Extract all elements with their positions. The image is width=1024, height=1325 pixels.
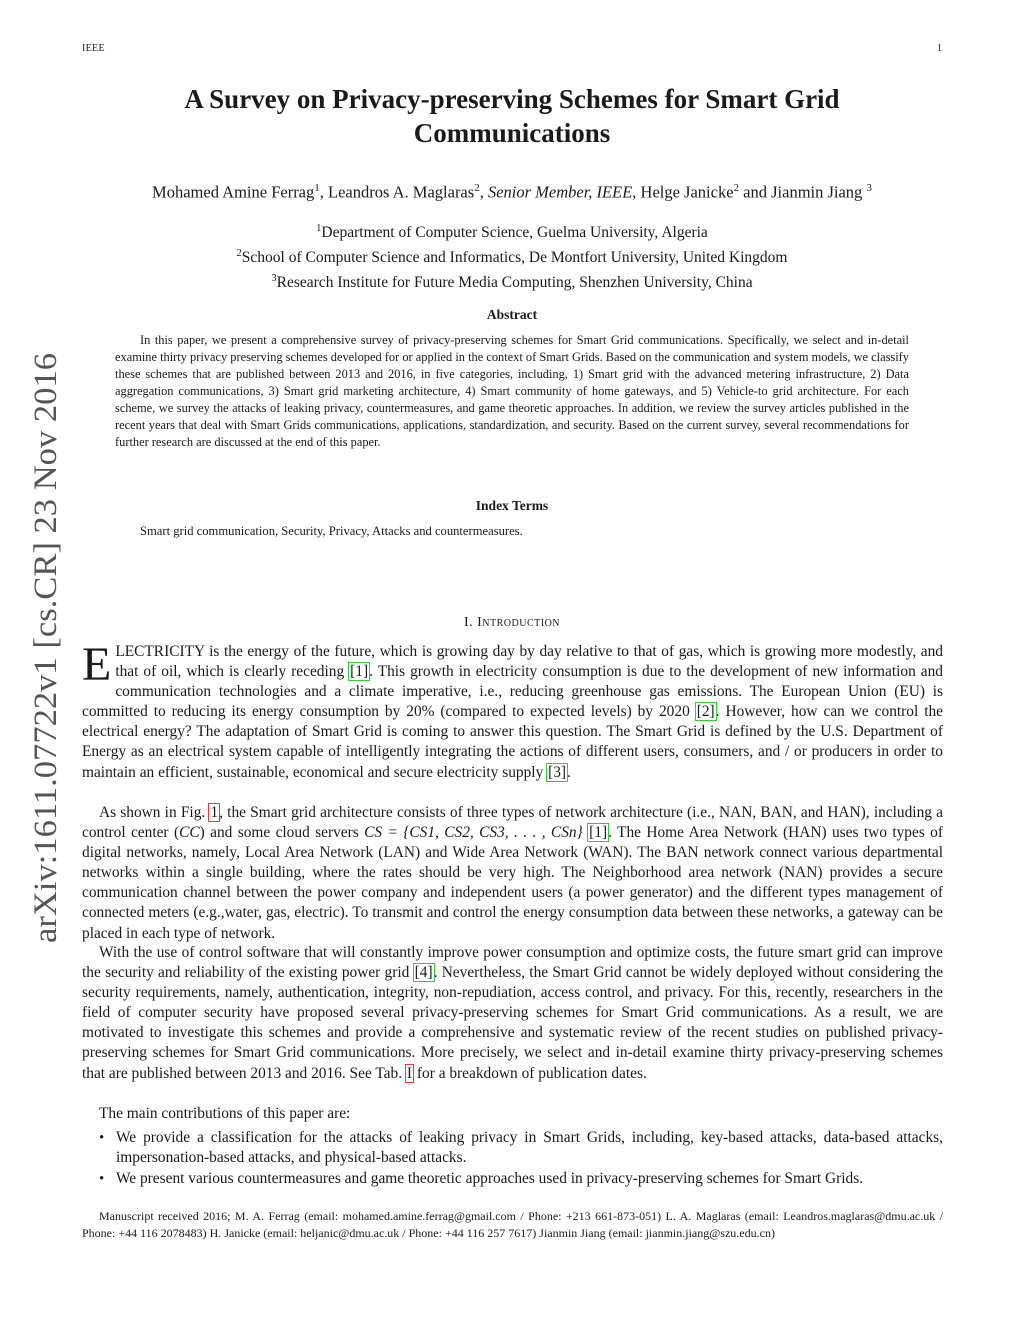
index-terms-heading: Index Terms: [475, 498, 549, 513]
list-item: • We present various countermeasures and game theoretic approaches used in privacy-preserving schemes for Smart Grids.: [82, 1169, 943, 1189]
author-name: Helge Janicke: [640, 182, 734, 202]
math-inline: CC: [179, 824, 200, 842]
citation-link[interactable]: [1]: [350, 663, 369, 681]
author-line: Mohamed Amine Ferrag$^1$, Leandros A. Maglaras$^2$, Senior Member, IEEE, Helge Janicke$^2$ and Jianmin Jiang $^3$: [152, 182, 872, 202]
author-affiliation-mark: 2: [733, 182, 740, 194]
citation-link[interactable]: [3]: [548, 763, 567, 781]
section-numeral: I.: [463, 615, 474, 630]
math-inline: CS = {CS1, CS2, CS3, . . . , CSn}: [364, 824, 583, 842]
intro-paragraph-2: As shown in Fig. 1, the Smart grid architecture consists of three types of network architecture (i.e., NAN, BAN, and HAN), including a control center (CC) and some cloud servers CS = {CS1, CS2, CS3, . . . , CSn} [1]. The Home Area Network (HAN) uses two types of digital networks, namely, Local Area Network (LAN) and Wide Area Network (WAN). The BAN network connect various departmental networks within a single building, where the rates should be very high. The Neighborhood area network (NAN) provides a secure communication channel between the power company and independent users (a power generator) and the different types management of connected meters (e.g.,water, gas, electric). To transmit and control the energy consumption data between these networks, a gateway can be placed in each type of network.: [82, 804, 944, 942]
affiliation-line: $^1$Department of Computer Science, Guelma University, Algeria: [316, 223, 708, 242]
abstract-heading: Abstract: [486, 307, 538, 322]
author-conjunction: and: [743, 182, 767, 202]
drop-cap: E: [82, 638, 112, 691]
affiliation-line: $^2$School of Computer Science and Informatics, De Montfort University, United Kingdom: [236, 248, 788, 267]
arxiv-stamp: [20, 348, 68, 943]
citation-link[interactable]: [2]: [696, 703, 715, 721]
table-reference-link[interactable]: I: [406, 1064, 413, 1082]
author-name: Jianmin Jiang: [771, 182, 863, 202]
index-terms-text: Smart grid communication, Security, Privacy, Attacks and countermeasures.: [140, 524, 523, 538]
arxiv-stamp-text: arXiv:1611.07722v1 [cs.CR] 23 Nov 2016: [28, 379, 64, 943]
paper-title: A Survey on Privacy-preserving Schemes for Smart Grid Communications: [184, 84, 840, 148]
section-heading: [112, 615, 912, 631]
intro-paragraph-3: With the use of control software that will constantly improve power consumption and optimize costs, the future smart grid can improve the security and reliability of the existing power grid [4]. Nevertheless, the Smart Grid cannot be widely deployed without considering the security requirements, namely, authentication, integrity, non-repudiation, access control, and privacy. For this, recently, researchers in the field of computer security have proposed several privacy-preserving schemes for Smart Grid communications. As a result, we are motivated to investigate this schemes and provide a comprehensive and systematic review of the recent studies on published privacy-preserving schemes for Smart Grid communications. More precisely, we select and in-detail examine thirty privacy-preserving schemes that are published between 2013 and 2016. See Tab. I for a breakdown of publication dates.: [82, 944, 943, 1082]
author-affiliation-mark: 3: [866, 182, 872, 194]
affiliations: [112, 218, 912, 293]
contributions-list: [82, 1128, 943, 1190]
intro-paragraph-4: The main contributions of this paper are:: [99, 1105, 351, 1122]
figure-reference-link[interactable]: 1: [210, 804, 219, 821]
intro-paragraph-1: ELECTRICITY is the energy of the future, which is growing day by day relative to that of gas, which is growing more modestly, and that of oil, which is clearly receding [1]. This growth in electricity consumption is due to the development of new information and communication technologies and a climate imperative, i.e., reducing greenhouse gas emissions. The European Union (EU) is committed to reducing its energy consumption by 20% (compared to expected levels) by 2020 [2]. However, how can we control the electrical energy? The adaptation of Smart Grid is coming to answer this question. The Smart Grid is defined by the U.S. Department of Energy as an electrical system capable of intelligently integrating the actions of different users, consumers, and / or producers in order to maintain an efficient, sustainable, economical and secure electricity supply [3].: [82, 638, 944, 781]
author-affiliation-mark: 1: [314, 182, 320, 194]
author-name: Leandros A. Maglaras: [328, 182, 475, 202]
bullet-icon: •: [99, 1171, 105, 1188]
author-role: Senior Member, IEEE: [487, 182, 633, 202]
affiliation-line: $^3$Research Institute for Future Media Computing, Shenzhen University, China: [271, 273, 753, 292]
bullet-icon: •: [99, 1130, 105, 1146]
section-title: Introduction: [477, 615, 561, 630]
abstract-text: In this paper, we present a comprehensive survey of privacy-preserving schemes for Smart Grid communications. Specifically, we select and in-detail examine thirty privacy preserving schemes developed for or applied in the context of Smart Grids. Based on the communication and system models, we classify these schemes that are published between 2013 and 2016, in five categories, including, 1) Smart grid with the advanced metering infrastructure, 2) Data aggregation communications, 3) Smart grid marketing architecture, 4) Smart community of home gateways, and 5) Vehicle-to grid architecture. For each scheme, we survey the attacks of leaking privacy, countermeasures, and game theoretic approaches. In addition, we review the survey articles published in the recent years that deal with Smart Grids communications, applications, standardization, and security. Based on the current survey, several recommendations for further research are discussed at the end of this paper.: [115, 333, 909, 449]
page-number: 1: [937, 43, 942, 54]
running-head: IEEE: [82, 43, 105, 54]
author-affiliation-mark: 2: [474, 182, 480, 194]
list-item: • We provide a classification for the attacks of leaking privacy in Smart Grids, including, key-based attacks, data-based attacks, impersonation-based attacks, and physical-based attacks.: [99, 1129, 943, 1167]
author-name: Mohamed Amine Ferrag: [152, 182, 315, 202]
citation-link[interactable]: [4]: [414, 964, 433, 982]
citation-link[interactable]: [1]: [589, 824, 608, 842]
manuscript-footnote: Manuscript received 2016; M. A. Ferrag (email: mohamed.amine.ferrag@gmail.com / Phone: +213 661-873-051) L. A. Maglaras (email: Leandros.maglaras@dmu.ac.uk / Phone: +44 116 2078483) H. Janicke (email: heljanic@dmu.ac.uk / Phone: +44 116 257 7617) Jianmin Jiang (email: jianmin.jiang@szu.edu.cn): [82, 1209, 943, 1240]
